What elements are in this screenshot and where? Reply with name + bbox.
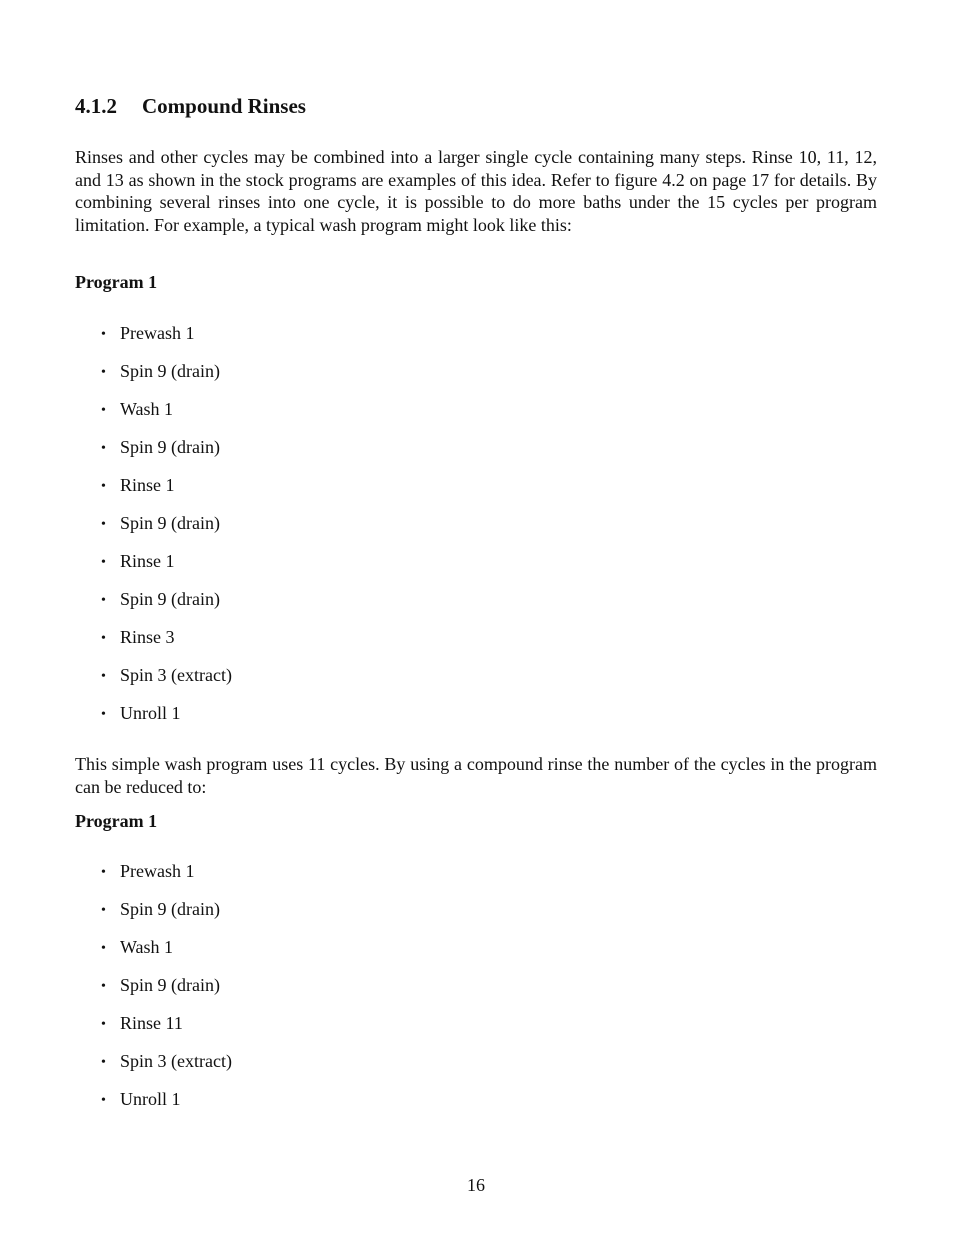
bullet-icon: • [101, 669, 106, 684]
bullet-icon: • [101, 1017, 106, 1032]
list-item [101, 1088, 232, 1126]
step-label: Wash 1 [120, 399, 174, 419]
step-label: Unroll 1 [120, 1089, 181, 1109]
list-item [101, 860, 232, 898]
bullet-icon: • [101, 707, 106, 722]
bullet-icon: • [101, 979, 106, 994]
bullet-icon: • [101, 365, 106, 380]
bullet-icon: • [101, 403, 106, 418]
list-item [101, 974, 232, 1012]
bullet-icon: • [101, 555, 106, 570]
step-label: Prewash 1 [120, 323, 195, 343]
list-item [101, 1012, 232, 1050]
step-label: Spin 9 (drain) [120, 589, 220, 609]
section-heading [75, 94, 306, 119]
step-label: Rinse 11 [120, 1013, 183, 1033]
step-label: Wash 1 [120, 937, 174, 957]
page-number: 16 [467, 1175, 485, 1195]
section-title: Compound Rinses [142, 94, 306, 118]
list-item [101, 550, 232, 588]
step-label: Spin 9 (drain) [120, 361, 220, 381]
bullet-icon: • [101, 865, 106, 880]
intro-paragraph: Rinses and other cycles may be combined into a larger single cycle containing many steps. Rinse 10, 11, 12, and 13 as shown in the stock programs are examples of this idea. Refer to figure 4.2 on page 17 for details. By combining several rinses into one cycle, it is possible to do more baths under the 15 cycles per program limitation. For example, a typical wash program might look like this: [75, 147, 877, 235]
bullet-icon: • [101, 1055, 106, 1070]
program-label: Program 1 [75, 811, 158, 831]
list-item [101, 512, 232, 550]
list-item [101, 474, 232, 512]
program-label: Program 1 [75, 272, 158, 292]
step-label: Prewash 1 [120, 861, 195, 881]
list-item [101, 436, 232, 474]
step-label: Rinse 1 [120, 551, 175, 571]
step-label: Spin 9 (drain) [120, 513, 220, 533]
step-label: Spin 3 (extract) [120, 665, 232, 685]
bullet-icon: • [101, 441, 106, 456]
step-label: Spin 9 (drain) [120, 437, 220, 457]
bullet-icon: • [101, 593, 106, 608]
middle-paragraph: This simple wash program uses 11 cycles. By using a compound rinse the number of the cycles in the program can be reduced to: [75, 754, 877, 797]
list-item [101, 1050, 232, 1088]
bullet-icon: • [101, 1093, 106, 1108]
bullet-icon: • [101, 903, 106, 918]
step-label: Spin 3 (extract) [120, 1051, 232, 1071]
bullet-icon: • [101, 631, 106, 646]
step-label: Unroll 1 [120, 703, 181, 723]
list-item [101, 702, 232, 740]
step-label: Spin 9 (drain) [120, 975, 220, 995]
bullet-icon: • [101, 517, 106, 532]
list-item [101, 664, 232, 702]
program-step-list [101, 860, 232, 1126]
step-label: Rinse 1 [120, 475, 175, 495]
document-page [75, 0, 877, 1235]
list-item [101, 322, 232, 360]
bullet-icon: • [101, 327, 106, 342]
section-number: 4.1.2 [75, 94, 117, 118]
list-item [101, 360, 232, 398]
list-item [101, 936, 232, 974]
list-item [101, 626, 232, 664]
list-item [101, 398, 232, 436]
list-item [101, 588, 232, 626]
list-item [101, 898, 232, 936]
bullet-icon: • [101, 941, 106, 956]
program-step-list [101, 322, 232, 740]
step-label: Spin 9 (drain) [120, 899, 220, 919]
bullet-icon: • [101, 479, 106, 494]
step-label: Rinse 3 [120, 627, 175, 647]
